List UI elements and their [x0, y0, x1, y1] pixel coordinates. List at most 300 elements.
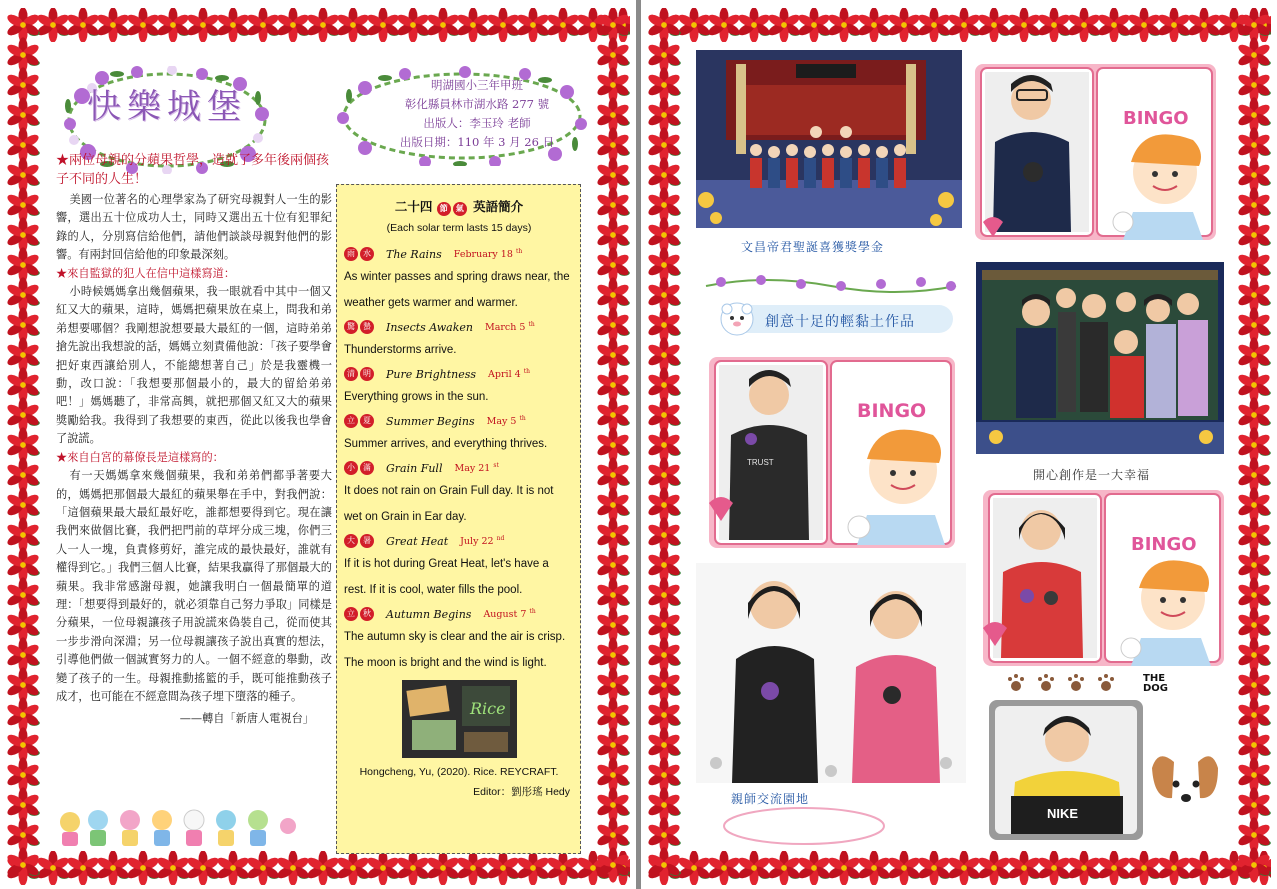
poinsettia-flower [216, 8, 251, 42]
poinsettia-flower [596, 37, 630, 72]
poinsettia-flower [96, 851, 131, 885]
poinsettia-flower [1237, 97, 1271, 132]
term-date-suffix: th [523, 367, 530, 375]
term-seal: 驚 [344, 320, 358, 334]
poinsettia-flower [596, 547, 630, 582]
poinsettia-flower [887, 8, 922, 42]
poinsettia-flower [596, 157, 630, 192]
poinsettia-flower [647, 517, 681, 552]
poinsettia-flower [6, 187, 40, 222]
term-date-suffix: st [493, 461, 499, 469]
poinsettia-flower [336, 8, 371, 42]
poinsettia-flower [647, 727, 681, 762]
poinsettia-flower [156, 8, 191, 42]
term-date [460, 535, 504, 547]
poinsettia-flower [707, 8, 742, 42]
flower-vine-decoration [701, 272, 961, 300]
poinsettia-flower [596, 727, 630, 762]
poinsettia-flower [1237, 487, 1271, 522]
term-name: Pure Brightness [386, 367, 477, 381]
poinsettia-flower [1237, 727, 1271, 762]
term-date [485, 321, 535, 333]
left-page-content [40, 44, 596, 844]
poinsettia-flower [6, 427, 40, 462]
poinsettia-flower [647, 97, 681, 132]
poinsettia-flower [647, 457, 681, 492]
publish-date: 出版日期：110 年 3 月 26 日 [399, 135, 555, 149]
poinsettia-flower [767, 8, 802, 42]
poinsettia-flower [6, 307, 40, 342]
poinsettia-flower [276, 8, 311, 42]
term-date-text: August 7 [483, 609, 527, 621]
shirt-text: NIKE [1047, 806, 1079, 821]
poinsettia-border-right [1237, 8, 1271, 885]
poinsettia-border-left [6, 8, 40, 885]
caption-temple: 文昌帝君聖誕喜獲獎學金 [741, 240, 885, 254]
poinsettia-flower [707, 851, 742, 885]
solar-term-header [344, 604, 574, 624]
poinsettia-flower [6, 247, 40, 282]
poinsettia-flower [606, 8, 630, 42]
poinsettia-flower [596, 577, 630, 612]
caption-group: 開心創作是一大幸福 [1033, 468, 1151, 482]
poinsettia-flower [647, 127, 681, 162]
poinsettia-flower [977, 851, 1012, 885]
poinsettia-flower [647, 547, 681, 582]
poinsettia-flower [6, 787, 40, 822]
poinsettia-flower [6, 607, 40, 642]
poinsettia-flower [6, 8, 40, 42]
poinsettia-flower [596, 337, 630, 372]
solar-terms-subtitle: (Each solar term lasts 15 days) [386, 222, 532, 234]
poinsettia-flower [6, 337, 40, 372]
poinsettia-flower [576, 8, 611, 42]
poinsettia-flower [647, 37, 681, 72]
caption-clay: 創意十足的輕黏土作品 [765, 314, 915, 330]
poinsettia-flower [6, 757, 40, 792]
poinsettia-flower [1247, 851, 1271, 885]
article-paragraph: 小時候媽媽拿出幾個蘋果，我一眼就看中其中一個又紅又大的蘋果，這時，媽媽把蘋果放在桌上，問我和弟弟想要哪個？我剛想說想要最大最紅的一個，這時弟弟搶先說出我想說的話，媽媽立刻責備他說：「孩子要學會把好東西讓給別人，不能總想著自己」於是我靈機一動，改口說：「我想要那個最小的，最大的留給弟弟吧！」媽媽聽了，非常高興，就把那個又紅又大的蘋果獎勵給我。我得到了我想要的東西，從此以後我也學會了說謊。 [56, 285, 332, 446]
poinsettia-flower [647, 157, 681, 192]
bingo-card-1 [973, 62, 1218, 242]
poinsettia-flower [516, 851, 551, 885]
seal-jie: 節 [437, 202, 451, 216]
poinsettia-flower [977, 8, 1012, 42]
poinsettia-flower [6, 157, 40, 192]
poinsettia-flower [306, 851, 341, 885]
term-seal: 夏 [360, 414, 374, 428]
masthead-info [372, 76, 582, 152]
poinsettia-flower [66, 851, 101, 885]
poinsettia-flower [1237, 427, 1271, 462]
poinsettia-flower [36, 851, 71, 885]
article-paragraph: 有一天媽媽拿來幾個蘋果，我和弟弟們都爭著要大的，媽媽把那個最大最紅的蘋果舉在手中，對我們說：「這個蘋果最大最紅最好吃，誰都想要得到它。現在讓我們來做個比賽，我們把門前的草坪分成三塊，你們三人一人一塊，負責修剪好，誰完成的最快最好，誰就有權得到它。」我們三個人比賽，結果我贏得了那個最大的蘋果。我非常感謝母親，她讓我明白一個最簡單的道理：「想要得到最好的，就必須靠自己努力爭取」同樣是分蘋果，一位母親讓孩子用說謊來偽裝自己，從而使其一步步滑向深淵；另一位母親讓孩子說出真實的想法，引導他們做一個誠實努力的人。一個不經意的舉動，改變了孩子的一生。母親推動搖籃的手，既可能推動孩子成才，也可能在不經意間為孩子埋下墮落的種子。 [56, 469, 332, 703]
poinsettia-border-top [6, 8, 630, 42]
the-dog-logo: THE DOG [1143, 673, 1169, 694]
poinsettia-flower [6, 277, 40, 312]
term-date-text: April 4 [488, 369, 521, 381]
seal-qi: 氣 [453, 202, 467, 216]
left-page [0, 0, 636, 889]
poinsettia-flower [6, 851, 40, 885]
poinsettia-flower [596, 637, 630, 672]
poinsettia-flower [677, 8, 712, 42]
term-date [454, 248, 522, 260]
term-date-text: February 18 [453, 249, 513, 261]
poinsettia-flower [606, 851, 630, 885]
poinsettia-flower [596, 217, 630, 252]
poinsettia-flower [6, 397, 40, 432]
poinsettia-flower [647, 187, 681, 222]
caption-parents: 親師交流園地 [731, 792, 810, 806]
term-seal: 滿 [360, 461, 374, 475]
term-date [483, 608, 535, 620]
poinsettia-flower [647, 847, 681, 882]
poinsettia-flower [6, 67, 40, 102]
poinsettia-flower [596, 487, 630, 522]
poinsettia-flower [1237, 367, 1271, 402]
temple-group-photo [696, 50, 962, 228]
solar-term-description: Everything grows in the sun. [344, 391, 489, 403]
poinsettia-flower [126, 851, 161, 885]
term-seal: 立 [344, 607, 358, 621]
poinsettia-flower [546, 851, 581, 885]
term-date-suffix: th [519, 414, 526, 422]
poinsettia-flower [596, 427, 630, 462]
poinsettia-flower [647, 637, 681, 672]
poinsettia-flower [647, 247, 681, 282]
poinsettia-flower [1237, 847, 1271, 882]
svg-text:TRUST: TRUST [747, 458, 774, 467]
solar-terms-title [344, 197, 574, 216]
right-page [641, 0, 1277, 889]
poinsettia-flower [596, 787, 630, 822]
poinsettia-flower [486, 8, 521, 42]
term-date [454, 462, 498, 474]
solar-term-header [344, 458, 574, 478]
solar-term-header [344, 531, 574, 551]
poinsettia-flower [596, 607, 630, 642]
rice-book-image [402, 680, 517, 758]
poinsettia-flower [6, 127, 40, 162]
term-seal: 大 [344, 534, 358, 548]
poinsettia-border-right [596, 8, 630, 885]
poinsettia-flower [647, 217, 681, 252]
poinsettia-flower [647, 397, 681, 432]
poinsettia-flower [486, 851, 521, 885]
poinsettia-flower [857, 8, 892, 42]
poinsettia-flower [96, 8, 131, 42]
poinsettia-flower [647, 577, 681, 612]
poinsettia-border-bottom [647, 851, 1271, 885]
solar-term-description: As winter passes and spring draws near, the weather gets warmer and warmer. [344, 271, 570, 309]
poinsettia-flower [647, 607, 681, 642]
poinsettia-flower [647, 667, 681, 702]
clay-banner [721, 305, 953, 333]
poinsettia-flower [6, 847, 40, 882]
poinsettia-flower [396, 8, 431, 42]
term-name: Autumn Begins [386, 607, 472, 621]
term-seal: 清 [344, 367, 358, 381]
term-seal: 立 [344, 414, 358, 428]
poinsettia-flower [596, 367, 630, 402]
poinsettia-flower [456, 8, 491, 42]
poinsettia-flower [917, 8, 952, 42]
poinsettia-flower [1187, 851, 1222, 885]
poinsettia-flower [306, 8, 341, 42]
poinsettia-flower [596, 307, 630, 342]
article-source: ——轉自「新唐人電視台」 [179, 712, 314, 726]
poinsettia-border-left [647, 8, 681, 885]
poinsettia-flower [596, 817, 630, 852]
poinsettia-flower [186, 8, 221, 42]
solar-term-description: It does not rain on Grain Full day. It is not wet on Grain in Ear day. [344, 485, 554, 523]
poinsettia-flower [1237, 547, 1271, 582]
school-address: 彰化縣員林市湖水路 277 號 [404, 97, 550, 111]
poinsettia-flower [336, 851, 371, 885]
poinsettia-flower [1237, 337, 1271, 372]
poinsettia-flower [827, 851, 862, 885]
poinsettia-flower [1237, 637, 1271, 672]
solar-terms-box [336, 184, 581, 854]
term-date-suffix: th [528, 320, 535, 328]
bingo-card-2 [707, 355, 957, 550]
classroom-group-photo [976, 262, 1224, 454]
poinsettia-flower [857, 851, 892, 885]
poinsettia-flower [6, 577, 40, 612]
term-seal: 雨 [344, 247, 358, 261]
poinsettia-flower [456, 851, 491, 885]
poinsettia-flower [647, 757, 681, 792]
poinsettia-flower [396, 851, 431, 885]
term-seal: 明 [360, 367, 374, 381]
term-date-suffix: th [529, 607, 536, 615]
puppy-illustration [1144, 738, 1224, 830]
poinsettia-flower [596, 127, 630, 162]
rice-image-text: Rice [469, 699, 506, 718]
poinsettia-flower [1157, 851, 1192, 885]
term-name: Summer Begins [386, 414, 475, 428]
poinsettia-flower [647, 851, 681, 885]
poinsettia-flower [647, 307, 681, 342]
bingo-label: BINGO [857, 400, 927, 422]
parents-caption-area [719, 788, 969, 848]
poinsettia-flower [596, 847, 630, 882]
poinsettia-flower [1007, 851, 1042, 885]
poinsettia-flower [797, 8, 832, 42]
apple-article [56, 151, 332, 729]
poinsettia-flower [246, 8, 281, 42]
poinsettia-flower [1247, 8, 1271, 42]
poinsettia-flower [647, 787, 681, 822]
poinsettia-flower [1237, 757, 1271, 792]
poinsettia-flower [546, 8, 581, 42]
bingo-label: BINGO [1123, 108, 1189, 129]
poinsettia-flower [426, 8, 461, 42]
book-citation: Hongcheng, Yu, (2020). Rice. REYCRAFT. [359, 766, 559, 778]
term-date-text: March 5 [485, 322, 526, 334]
poinsettia-flower [366, 8, 401, 42]
poinsettia-flower [596, 397, 630, 432]
poinsettia-flower [827, 8, 862, 42]
term-date-text: May 21 [454, 463, 491, 475]
article-headline: ★兩位母親的分蘋果哲學，造就了多年後兩個孩子不同的人生！ [56, 153, 330, 187]
poinsettia-flower [1157, 8, 1192, 42]
poinsettia-flower [647, 817, 681, 852]
term-seal: 小 [344, 461, 358, 475]
poinsettia-flower [947, 8, 982, 42]
poinsettia-flower [647, 427, 681, 462]
solar-term-header [344, 317, 574, 337]
poinsettia-flower [6, 697, 40, 732]
poinsettia-flower [1237, 127, 1271, 162]
term-name: The Rains [386, 247, 442, 261]
poinsettia-flower [1097, 8, 1132, 42]
title-suffix: 英語簡介 [473, 199, 524, 214]
poinsettia-flower [596, 67, 630, 102]
poinsettia-flower [1067, 851, 1102, 885]
term-name: Insects Awaken [386, 320, 473, 334]
poinsettia-flower [596, 187, 630, 222]
poinsettia-flower [596, 457, 630, 492]
poinsettia-flower [1097, 851, 1132, 885]
boy-nike-photo [989, 700, 1143, 840]
solar-terms-list [344, 244, 574, 676]
poinsettia-flower [6, 217, 40, 252]
poinsettia-flower [596, 697, 630, 732]
poinsettia-flower [6, 37, 40, 72]
poinsettia-flower [647, 8, 681, 43]
poinsettia-flower [6, 727, 40, 762]
poinsettia-flower [1237, 217, 1271, 252]
poinsettia-flower [1237, 697, 1271, 732]
poinsettia-flower [737, 851, 772, 885]
poinsettia-flower [1237, 187, 1271, 222]
solar-term-description: The autumn sky is clear and the air is crisp. The moon is bright and the wind is light. [344, 631, 566, 669]
term-seal: 秋 [360, 607, 374, 621]
poinsettia-flower [767, 851, 802, 885]
poinsettia-flower [1007, 8, 1042, 42]
term-date [487, 415, 526, 427]
poinsettia-flower [1037, 8, 1072, 42]
term-seal: 水 [360, 247, 374, 261]
bingo-card-3 [981, 488, 1226, 668]
poinsettia-flower [1237, 247, 1271, 282]
solar-term-description: Summer arrives, and everything thrives. [344, 438, 548, 450]
poinsettia-flower [1237, 817, 1271, 852]
poinsettia-flower [426, 851, 461, 885]
poinsettia-flower [647, 277, 681, 312]
poinsettia-flower [6, 667, 40, 702]
poinsettia-flower [216, 851, 251, 885]
poinsettia-flower [1237, 607, 1271, 642]
paw-prints-decoration [1006, 672, 1126, 696]
term-seal: 蟄 [360, 320, 374, 334]
poinsettia-flower [887, 851, 922, 885]
term-date-text: July 22 [460, 536, 494, 548]
term-date-text: May 5 [486, 416, 517, 428]
article-paragraph: 美國一位著名的心理學家為了研究母親對人一生的影響，選出五十位成功人士，同時又選出五十位有犯罪紀錄的人，分別寫信給他們，請他們談談母親對他們的影響。有兩封回信給他的印象最深刻。 [56, 193, 332, 262]
class-name: 明湖國小三年甲班 [431, 78, 523, 92]
poinsettia-flower [1237, 667, 1271, 702]
newsletter-title: 快樂城堡 [87, 87, 247, 127]
poinsettia-flower [6, 457, 40, 492]
poinsettia-flower [1237, 157, 1271, 192]
poinsettia-flower [6, 637, 40, 672]
poinsettia-flower [647, 67, 681, 102]
poinsettia-flower [1237, 577, 1271, 612]
poinsettia-flower [1237, 517, 1271, 552]
poinsettia-flower [596, 517, 630, 552]
poinsettia-flower [6, 517, 40, 552]
publisher: 出版人：李玉玲 老師 [423, 116, 531, 130]
term-date-suffix: nd [496, 534, 505, 542]
poinsettia-flower [677, 851, 712, 885]
poinsettia-flower [797, 851, 832, 885]
poinsettia-flower [246, 851, 281, 885]
poinsettia-flower [1237, 787, 1271, 822]
poinsettia-flower [1127, 851, 1162, 885]
term-seal: 暑 [360, 534, 374, 548]
cartoon-kids-decoration [58, 804, 298, 850]
poinsettia-flower [1237, 307, 1271, 342]
poinsettia-flower [1237, 277, 1271, 312]
poinsettia-flower [1127, 8, 1162, 42]
poinsettia-flower [6, 367, 40, 402]
poinsettia-flower [647, 697, 681, 732]
poinsettia-flower [1217, 851, 1252, 885]
poinsettia-flower [6, 547, 40, 582]
poinsettia-flower [516, 8, 551, 42]
poinsettia-flower [947, 851, 982, 885]
solar-term-header [344, 411, 574, 431]
poinsettia-flower [1237, 457, 1271, 492]
poinsettia-flower [596, 97, 630, 132]
poinsettia-flower [6, 487, 40, 522]
editor-credit: Editor：劉彤瑤 Hedy [473, 786, 570, 798]
poinsettia-flower [276, 851, 311, 885]
poinsettia-border-bottom [6, 851, 630, 885]
poinsettia-flower [66, 8, 101, 42]
poinsettia-flower [6, 97, 40, 132]
poinsettia-flower [156, 851, 191, 885]
poinsettia-flower [36, 8, 71, 42]
poinsettia-flower [737, 8, 772, 42]
poinsettia-flower [917, 851, 952, 885]
poinsettia-flower [1237, 8, 1271, 43]
poinsettia-flower [366, 851, 401, 885]
bingo-label: BINGO [1131, 534, 1197, 555]
girls-clay-photo [696, 563, 966, 783]
poinsettia-flower [1237, 397, 1271, 432]
poinsettia-flower [596, 8, 630, 43]
solar-term-header [344, 244, 574, 264]
poinsettia-flower [647, 8, 681, 42]
term-name: Great Heat [386, 534, 449, 548]
poinsettia-flower [1067, 8, 1102, 42]
poinsettia-flower [1217, 8, 1252, 42]
poinsettia-flower [6, 8, 40, 43]
solar-term-description: Thunderstorms arrive. [344, 344, 457, 356]
solar-term-description: If it is hot during Great Heat, let's have a rest. If it is cool, water fills the pool. [344, 558, 549, 596]
poinsettia-border-top [647, 8, 1271, 42]
article-subhead-whitehouse: ★來自白宮的幕僚長是這樣寫的： [56, 450, 224, 464]
poinsettia-flower [647, 337, 681, 372]
poinsettia-flower [1237, 37, 1271, 72]
bear-icon [719, 301, 755, 337]
title-prefix: 二十四 [394, 199, 433, 214]
poinsettia-flower [1037, 851, 1072, 885]
